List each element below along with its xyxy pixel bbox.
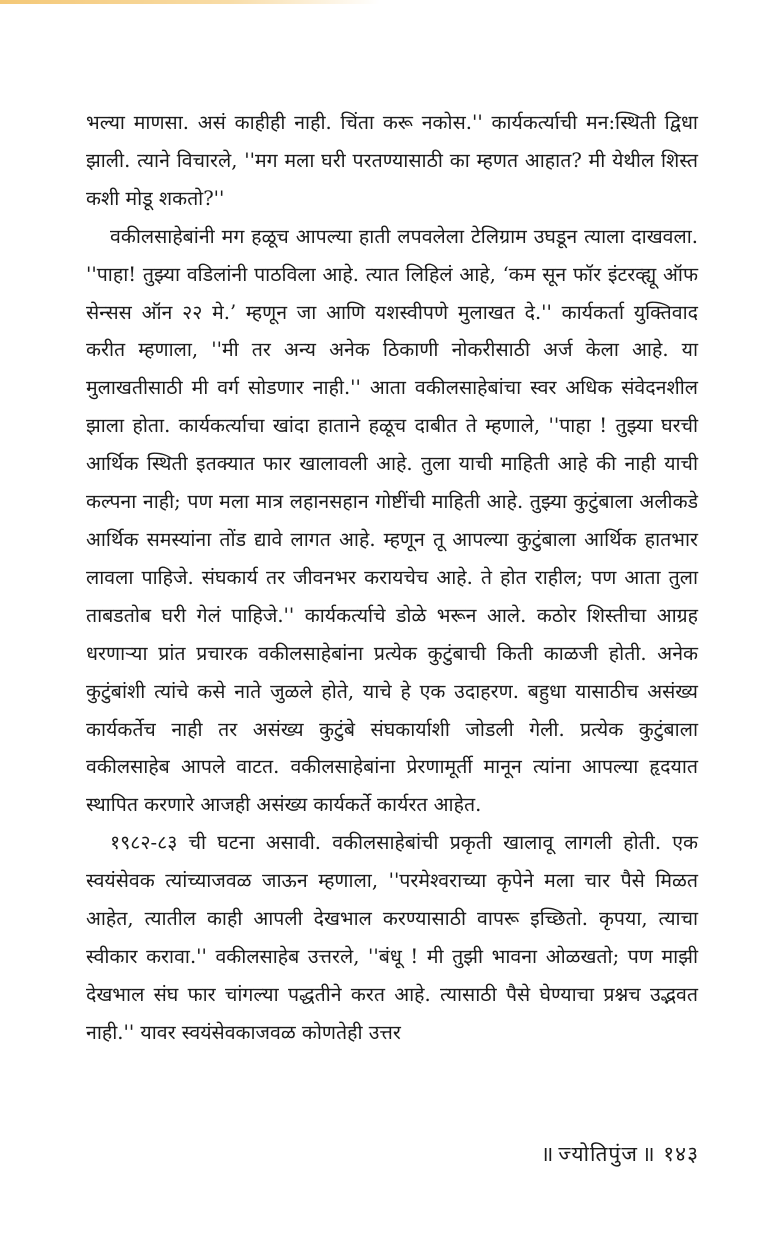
top-decorative-rule — [0, 0, 380, 4]
footer-book-title: ज्योतिपुंज — [558, 1142, 638, 1166]
page-number: १४३ — [663, 1142, 699, 1166]
footer-right-mark: ॥ — [641, 1142, 656, 1166]
paragraph-continuation: भल्या माणसा. असं काहीही नाही. चिंता करू नकोस.'' कार्यकर्त्याची मन:स्थिती द्विधा झाली. त्याने विचारले, ''मग मला घरी परतण्यासाठी का म्हणत आहात? मी येथील शिस्त कशी मोडू शकतो?'' — [86, 111, 698, 210]
page-body — [86, 104, 698, 1052]
paragraph-1982-event: १९८२-८३ ची घटना असावी. वकीलसाहेबांची प्रकृती खालावू लागली होती. एक स्वयंसेवक त्यांच्याजवळ जाऊन म्हणाला, ''परमेश्वराच्या कृपेने मला चार पैसे मिळत आहेत, त्यातील काही आपली देखभाल करण्यासाठी वापरू इच्छितो. कृपया, त्याचा स्वीकार करावा.'' वकीलसाहेब उत्तरले, ''बंधू ! मी तुझी भावना ओळखतो; पण माझी देखभाल संघ फार चांगल्या पद्धतीने करत आहे. त्यासाठी पैसे घेण्याचा प्रश्नच उद्भवत नाही.'' यावर स्वयंसेवकाजवळ कोणतेही उत्तर — [86, 831, 698, 1044]
footer-left-mark: ॥ — [540, 1142, 555, 1166]
paragraph-telegram: वकीलसाहेबांनी मग हळूच आपल्या हाती लपवलेला टेलिग्राम उघडून त्याला दाखवला. ''पाहा! तुझ्या वडिलांनी पाठविला आहे. त्यात लिहिलं आहे, ‘कम सून फॉर इंटरव्ह्यू ऑफ सेन्सस ऑन २२ मे.’ म्हणून जा आणि यशस्वीपणे मुलाखत दे.'' कार्यकर्ता युक्तिवाद करीत म्हणाला, ''मी तर अन्य अनेक ठिकाणी नोकरीसाठी अर्ज केला आहे. या मुलाखतीसाठी मी वर्ग सोडणार नाही.'' आता वकीलसाहेबांचा स्वर अधिक संवेदनशील झाला होता. कार्यकर्त्याचा खांदा हाताने हळूच दाबीत ते म्हणाले, ''पाहा ! तुझ्या घरची आर्थिक स्थिती इतक्यात फार खालावली आहे. तुला याची माहिती आहे की नाही याची कल्पना नाही; पण मला मात्र लहानसहान गोष्टींची माहिती आहे. तुझ्या कुटुंबाला अलीकडे आर्थिक समस्यांना तोंड द्यावे लागत आहे. म्हणून तू आपल्या कुटुंबाला आर्थिक हातभार लावला पाहिजे. संघकार्य तर जीवनभर करायचेच आहे. ते होत राहील; पण आता तुला ताबडतोब घरी गेलं पाहिजे.'' कार्यकर्त्याचे डोळे भरून आले. कठोर शिस्तीचा आग्रह धरणाऱ्या प्रांत प्रचारक वकीलसाहेबांना प्रत्येक कुटुंबाची किती काळजी होती. अनेक कुटुंबांशी त्यांचे कसे नाते जुळले होते, याचे हे एक उदाहरण. बहुधा यासाठीच असंख्य कार्यकर्तेच नाही तर असंख्य कुटुंबे संघकार्याशी जोडली गेली. प्रत्येक कुटुंबाला वकीलसाहेब आपले वाटत. वकीलसाहेबांना प्रेरणामूर्ती मानून त्यांना आपल्या हृदयात स्थापित करणारे आजही असंख्य कार्यकर्ते कार्यरत आहेत. — [86, 224, 698, 817]
page-footer — [541, 1140, 699, 1168]
